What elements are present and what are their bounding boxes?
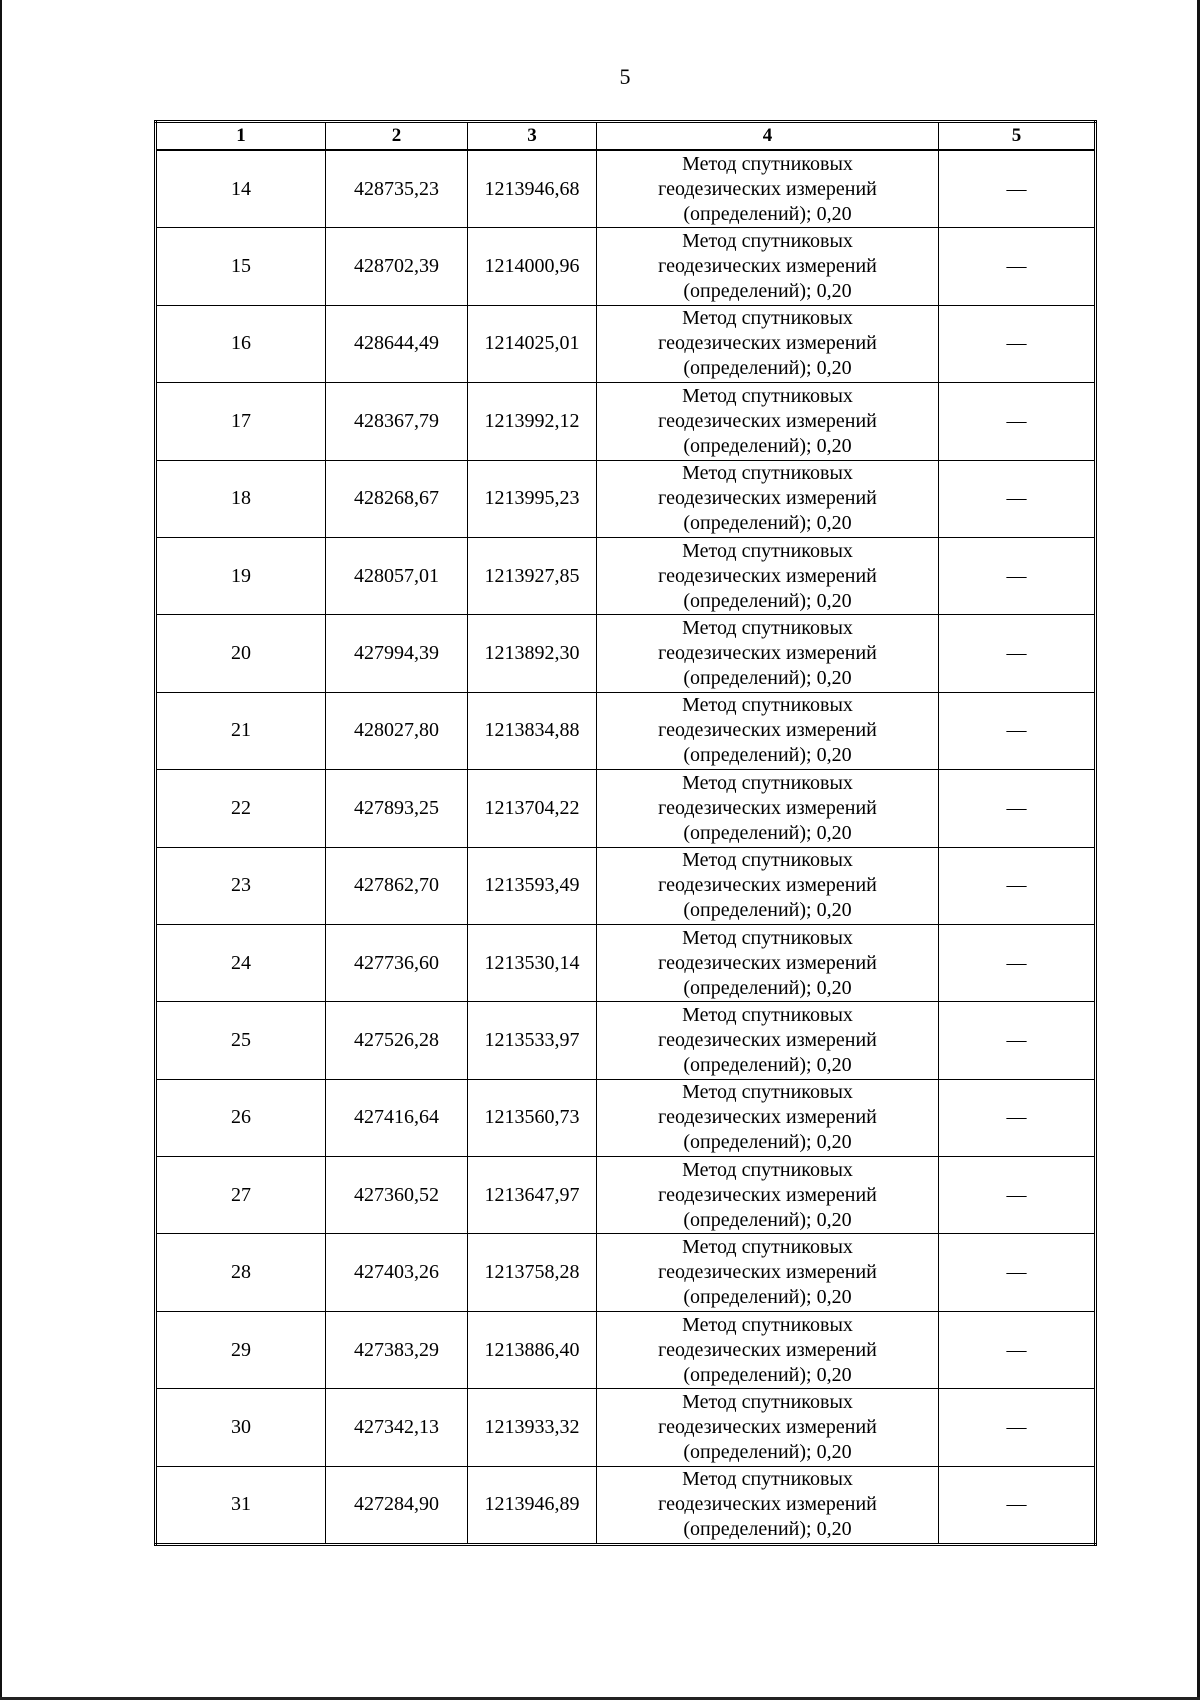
method-line: геодезических измерений (658, 332, 877, 355)
table-row (156, 1079, 1096, 1156)
method-line: Метод спутниковых (682, 771, 853, 794)
note-cell: — (939, 537, 1096, 614)
method-line: (определений); 0,20 (683, 357, 852, 380)
method-cell (597, 150, 939, 228)
method-line: Метод спутниковых (682, 539, 853, 562)
table-row (156, 615, 1096, 692)
y-coordinate-cell: 1213530,14 (468, 924, 597, 1001)
note-cell: — (939, 924, 1096, 1001)
x-coordinate-cell: 428702,39 (326, 228, 468, 305)
method-cell (597, 1234, 939, 1311)
point-number-cell: 31 (156, 1466, 326, 1544)
x-coordinate-cell: 428644,49 (326, 305, 468, 382)
method-line: Метод спутниковых (682, 307, 853, 330)
note-cell: — (939, 1234, 1096, 1311)
note-cell: — (939, 1389, 1096, 1466)
method-line: геодезических измерений (658, 1106, 877, 1129)
table-row (156, 537, 1096, 614)
point-number-cell: 15 (156, 228, 326, 305)
point-number-cell: 27 (156, 1157, 326, 1234)
point-number-cell: 21 (156, 692, 326, 769)
x-coordinate-cell: 428735,23 (326, 150, 468, 228)
method-line: (определений); 0,20 (683, 1286, 852, 1309)
note-cell: — (939, 1311, 1096, 1388)
note-cell: — (939, 1466, 1096, 1544)
y-coordinate-cell: 1213992,12 (468, 383, 597, 460)
y-coordinate-cell: 1213946,89 (468, 1466, 597, 1544)
method-line: (определений); 0,20 (683, 589, 852, 612)
note-cell: — (939, 1157, 1096, 1234)
point-number-cell: 24 (156, 924, 326, 1001)
method-line: Метод спутниковых (682, 230, 853, 253)
table-body (156, 150, 1096, 1545)
method-line: геодезических измерений (658, 487, 877, 510)
table-row (156, 460, 1096, 537)
y-coordinate-cell: 1213758,28 (468, 1234, 597, 1311)
table-row (156, 924, 1096, 1001)
x-coordinate-cell: 427360,52 (326, 1157, 468, 1234)
method-line: геодезических измерений (658, 1183, 877, 1206)
table-row (156, 1466, 1096, 1544)
y-coordinate-cell: 1214025,01 (468, 305, 597, 382)
point-number-cell: 25 (156, 1002, 326, 1079)
method-line: (определений); 0,20 (683, 1440, 852, 1463)
method-line: (определений); 0,20 (683, 667, 852, 690)
method-line: геодезических измерений (658, 796, 877, 819)
y-coordinate-cell: 1213704,22 (468, 770, 597, 847)
method-line: геодезических измерений (658, 1028, 877, 1051)
note-cell: — (939, 305, 1096, 382)
note-cell: — (939, 1002, 1096, 1079)
method-line: (определений); 0,20 (683, 434, 852, 457)
point-number-cell: 22 (156, 770, 326, 847)
x-coordinate-cell: 428367,79 (326, 383, 468, 460)
method-line: геодезических измерений (658, 1493, 877, 1516)
x-coordinate-cell: 428027,80 (326, 692, 468, 769)
header-col-3: 3 (468, 122, 597, 151)
method-line: Метод спутниковых (682, 1236, 853, 1259)
method-line: геодезических измерений (658, 874, 877, 897)
method-line: (определений); 0,20 (683, 1053, 852, 1076)
method-cell (597, 615, 939, 692)
y-coordinate-cell: 1213995,23 (468, 460, 597, 537)
note-cell: — (939, 383, 1096, 460)
method-line: (определений); 0,20 (683, 1363, 852, 1386)
method-line: (определений); 0,20 (683, 202, 852, 225)
method-cell (597, 1466, 939, 1544)
page-edge-left (0, 0, 2, 1700)
method-line: (определений); 0,20 (683, 280, 852, 303)
method-cell (597, 305, 939, 382)
method-line: Метод спутниковых (682, 1390, 853, 1413)
header-col-5: 5 (939, 122, 1096, 151)
method-cell (597, 1079, 939, 1156)
method-line: геодезических измерений (658, 1261, 877, 1284)
method-line: геодезических измерений (658, 564, 877, 587)
y-coordinate-cell: 1213834,88 (468, 692, 597, 769)
method-line: (определений); 0,20 (683, 976, 852, 999)
method-cell (597, 847, 939, 924)
x-coordinate-cell: 427383,29 (326, 1311, 468, 1388)
table-row (156, 150, 1096, 228)
method-line: (определений); 0,20 (683, 1518, 852, 1541)
method-line: (определений); 0,20 (683, 1131, 852, 1154)
y-coordinate-cell: 1213927,85 (468, 537, 597, 614)
method-line: Метод спутниковых (682, 384, 853, 407)
y-coordinate-cell: 1213886,40 (468, 1311, 597, 1388)
y-coordinate-cell: 1213647,97 (468, 1157, 597, 1234)
table-row (156, 305, 1096, 382)
method-line: Метод спутниковых (682, 1158, 853, 1181)
method-line: геодезических измерений (658, 177, 877, 200)
method-line: геодезических измерений (658, 951, 877, 974)
method-cell (597, 924, 939, 1001)
x-coordinate-cell: 427342,13 (326, 1389, 468, 1466)
method-line: геодезических измерений (658, 642, 877, 665)
header-col-2: 2 (326, 122, 468, 151)
point-number-cell: 26 (156, 1079, 326, 1156)
y-coordinate-cell: 1214000,96 (468, 228, 597, 305)
coordinates-table (154, 120, 1097, 1546)
method-cell (597, 692, 939, 769)
method-line: Метод спутниковых (682, 152, 853, 175)
method-line: геодезических измерений (658, 719, 877, 742)
point-number-cell: 14 (156, 150, 326, 228)
x-coordinate-cell: 427526,28 (326, 1002, 468, 1079)
point-number-cell: 29 (156, 1311, 326, 1388)
note-cell: — (939, 615, 1096, 692)
method-cell (597, 383, 939, 460)
method-line: геодезических измерений (658, 1415, 877, 1438)
point-number-cell: 30 (156, 1389, 326, 1466)
method-cell (597, 1389, 939, 1466)
method-line: Метод спутниковых (682, 1003, 853, 1026)
y-coordinate-cell: 1213933,32 (468, 1389, 597, 1466)
x-coordinate-cell: 427736,60 (326, 924, 468, 1001)
table-row (156, 1234, 1096, 1311)
point-number-cell: 17 (156, 383, 326, 460)
method-cell (597, 228, 939, 305)
point-number-cell: 20 (156, 615, 326, 692)
x-coordinate-cell: 427994,39 (326, 615, 468, 692)
note-cell: — (939, 770, 1096, 847)
table-row (156, 692, 1096, 769)
table-row (156, 1157, 1096, 1234)
method-cell (597, 770, 939, 847)
point-number-cell: 18 (156, 460, 326, 537)
x-coordinate-cell: 427862,70 (326, 847, 468, 924)
method-cell (597, 1002, 939, 1079)
y-coordinate-cell: 1213533,97 (468, 1002, 597, 1079)
point-number-cell: 19 (156, 537, 326, 614)
method-line: (определений); 0,20 (683, 744, 852, 767)
method-line: (определений); 0,20 (683, 899, 852, 922)
note-cell: — (939, 228, 1096, 305)
header-col-4: 4 (597, 122, 939, 151)
method-line: (определений); 0,20 (683, 821, 852, 844)
x-coordinate-cell: 427893,25 (326, 770, 468, 847)
x-coordinate-cell: 427416,64 (326, 1079, 468, 1156)
method-line: (определений); 0,20 (683, 512, 852, 535)
method-line: Метод спутниковых (682, 1468, 853, 1491)
method-line: Метод спутниковых (682, 694, 853, 717)
table-row (156, 1389, 1096, 1466)
y-coordinate-cell: 1213946,68 (468, 150, 597, 228)
x-coordinate-cell: 427403,26 (326, 1234, 468, 1311)
method-cell (597, 1311, 939, 1388)
y-coordinate-cell: 1213560,73 (468, 1079, 597, 1156)
x-coordinate-cell: 428268,67 (326, 460, 468, 537)
x-coordinate-cell: 427284,90 (326, 1466, 468, 1544)
point-number-cell: 23 (156, 847, 326, 924)
method-line: Метод спутниковых (682, 462, 853, 485)
note-cell: — (939, 847, 1096, 924)
note-cell: — (939, 150, 1096, 228)
note-cell: — (939, 692, 1096, 769)
point-number-cell: 28 (156, 1234, 326, 1311)
table-row (156, 1002, 1096, 1079)
note-cell: — (939, 1079, 1096, 1156)
table-row (156, 847, 1096, 924)
method-line: Метод спутниковых (682, 1081, 853, 1104)
note-cell: — (939, 460, 1096, 537)
method-line: Метод спутниковых (682, 926, 853, 949)
x-coordinate-cell: 428057,01 (326, 537, 468, 614)
method-line: Метод спутниковых (682, 1313, 853, 1336)
y-coordinate-cell: 1213593,49 (468, 847, 597, 924)
method-line: Метод спутниковых (682, 617, 853, 640)
table-row (156, 1311, 1096, 1388)
table-row (156, 228, 1096, 305)
page-number: 5 (619, 64, 631, 89)
table-row (156, 770, 1096, 847)
method-line: геодезических измерений (658, 1338, 877, 1361)
method-cell (597, 460, 939, 537)
y-coordinate-cell: 1213892,30 (468, 615, 597, 692)
method-line: (определений); 0,20 (683, 1208, 852, 1231)
table-row (156, 383, 1096, 460)
point-number-cell: 16 (156, 305, 326, 382)
method-cell (597, 1157, 939, 1234)
header-row (156, 122, 1096, 151)
method-line: геодезических измерений (658, 409, 877, 432)
method-cell (597, 537, 939, 614)
method-line: геодезических измерений (658, 255, 877, 278)
header-col-1: 1 (156, 122, 326, 151)
method-line: Метод спутниковых (682, 849, 853, 872)
